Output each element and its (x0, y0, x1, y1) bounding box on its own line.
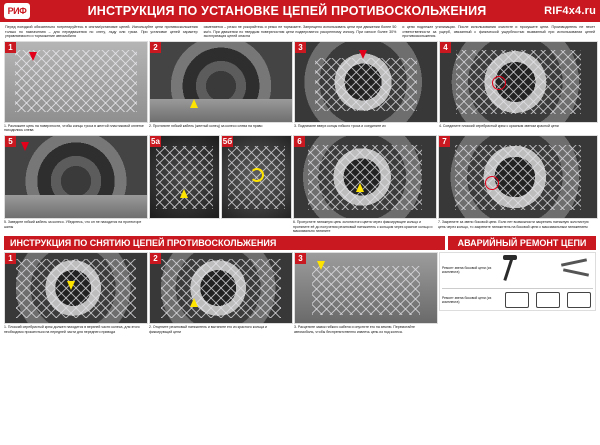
step-5b (221, 135, 290, 233)
step-6-caption: 6. Пропустите натяжную цепь золотистого цвета через фиксирующее кольцо и протяните её до получения резиновый натяжитель с кольцом через красное кольцо и максимально натяните (293, 220, 433, 233)
step-7 (438, 135, 596, 233)
step-7-photo (438, 135, 598, 219)
step-5-number: 5 (5, 136, 16, 147)
intro-text (0, 22, 600, 41)
step-1-number: 1 (5, 42, 16, 53)
section-2-titlebar (4, 236, 596, 250)
removal-step-2 (149, 252, 291, 334)
removal-step-2-photo (149, 252, 293, 324)
removal-step-1-caption: 1. Плоский серебристый крюк должен находится в верхней части колеса, для этого необходимо прокатиться на передней части для переднего привода (4, 325, 140, 334)
page-header (0, 0, 600, 22)
step-6-photo (293, 135, 437, 219)
step-1 (4, 41, 146, 133)
repair-box (439, 252, 596, 311)
removal-step-1 (4, 252, 146, 334)
step-1-photo (4, 41, 148, 123)
chain-link-icon-2 (536, 292, 560, 308)
step-5a-number: 5a (151, 137, 160, 147)
repair-section-title: АВАРИЙНЫЙ РЕМОНТ ЦЕПИ (448, 236, 596, 250)
step-5b-number: 5б (222, 137, 233, 147)
chain-link-icon-1 (505, 292, 529, 308)
step-4-photo (439, 41, 598, 123)
steps-grid (0, 41, 600, 233)
removal-step-1-number: 1 (5, 253, 16, 264)
step-1-caption: 1. Разложите цепь на поверхности, чтобы концы троса в желтой пластиковой оплетке находились слева (4, 123, 144, 133)
intro-column-3: и цепи подлежат утилизации. После использования очистите и просушите цепи. Производитель не несет ответственности за ущерб, связанный с физической ущербностью вызванный при использовании цепей противоскольжения. (402, 25, 596, 39)
removal-step-3-photo (294, 252, 438, 324)
step-3-number: 3 (295, 42, 306, 53)
removal-step-3 (294, 252, 436, 334)
step-2 (149, 41, 291, 133)
repair-panel (439, 252, 596, 334)
removal-row (4, 252, 596, 334)
page-title: ИНСТРУКЦИЯ ПО УСТАНОВКЕ ЦЕПЕЙ ПРОТИВОСКОЛЬЖЕНИЯ (87, 4, 487, 18)
steps-row-1 (4, 41, 596, 133)
removal-step-2-caption: 2. Отцепите резиновый натяжитель и вытяните его из красного кольца и фиксирующий цепи (149, 325, 267, 334)
step-6-number: 6 (294, 136, 305, 147)
repair-text-1: Ремонт звена боковой цепи (из комплекта) (442, 266, 492, 275)
step-2-caption: 2. Протяните гибкий кабель (желтый конец) за колесо слева на право (149, 123, 263, 128)
website-url[interactable]: RIF4x4.ru (544, 5, 596, 17)
removal-section-title: ИНСТРУКЦИЯ ПО СНЯТИЮ ЦЕПЕЙ ПРОТИВОСКОЛЬЖЕНИЯ (4, 236, 445, 250)
intro-column-2: изменяется – резко не ускоряйтесь и резко не тормозите. Запрещено использовать цепи при движении более 50 км/ч. При движении по твердым поверхностям цепи подвергаются ускоренному износу. При износе более 30% эксплуатация цепей опасна (203, 25, 397, 39)
removal-grid (0, 252, 600, 334)
repair-row-2 (442, 292, 593, 308)
step-7-caption: 7. Закрепите за звено боковой цепи. Если нет возможности закрепить натяжную золотистую цепь через кольцо, то закрепите натяжитель на боковой цепи с максимальным натяжением (438, 220, 589, 229)
step-5a-photo (149, 135, 220, 219)
removal-step-2-number: 2 (150, 253, 161, 264)
chain-link-icon-3 (567, 292, 591, 308)
step-3 (294, 41, 436, 133)
step-5-caption: 5. Заведите гибкий кабель за колесо. Убедитесь, что он не находится на протекторе шины (4, 220, 142, 229)
step-2-number: 2 (150, 42, 161, 53)
step-5a (149, 135, 218, 233)
step-4 (439, 41, 596, 133)
brand-logo: РИФ (4, 3, 30, 19)
intro-column-1: Перед поездкой обязательно потренируйтесь в снятии/установке цепей. Используйте цепи противоскольжения только по назначению – для передвижения по снегу, льду или грязи. При установке цепей характер управляемости и торможение автомобиля (5, 25, 198, 39)
removal-step-3-number: 3 (295, 253, 306, 264)
step-6 (293, 135, 435, 233)
removal-step-1-photo (4, 252, 148, 324)
repair-text-2: Ремонт звена боковой цепи (из комплекта) (442, 296, 492, 305)
repair-row-1 (442, 255, 593, 285)
step-3-photo (294, 41, 438, 123)
repair-icons (503, 292, 593, 308)
step-5 (4, 135, 146, 233)
step-7-number: 7 (439, 136, 450, 147)
steps-row-2 (4, 135, 596, 233)
repair-divider (442, 288, 593, 289)
step-4-number: 4 (440, 42, 451, 53)
step-3-caption: 3. Поднимите вверх концы гибкого троса и соедините их (294, 123, 386, 128)
removal-step-3-caption: 3. Расцепите замок гибкого кабеля и опустите его на землю. Перемотайте автомобиль, чтобы беспрепятственно извлечь цепь из под колеса. (294, 325, 415, 334)
step-2-photo (149, 41, 293, 123)
step-5b-photo (221, 135, 292, 219)
step-5-photo (4, 135, 148, 219)
step-4-caption: 4. Соедините плоский серебристый крюк с красным звеном красной цепи (439, 123, 559, 128)
repair-illustration-1 (503, 255, 593, 285)
